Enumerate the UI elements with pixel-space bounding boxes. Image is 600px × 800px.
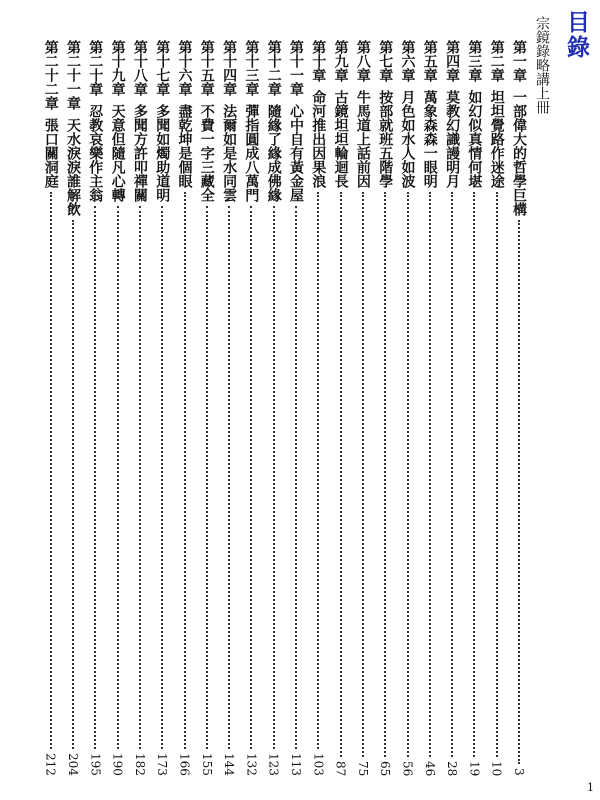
dot-leader [473,192,475,757]
chapter-title: 忍教哀樂作主翁 [87,104,104,202]
toc-entry[interactable] [84,40,106,776]
page-title: 目錄 [563,10,590,60]
page-number: 1 [587,781,594,794]
chapter-page-number: 123 [266,753,281,776]
chapter-number: 第十三章 [243,40,260,96]
chapter-page-number: 56 [400,760,415,776]
toc-entry[interactable] [352,40,374,776]
chapter-number: 第十四章 [221,40,238,96]
chapter-title: 天水淚淚誰解飲 [65,118,81,216]
dot-leader [518,220,520,764]
chapter-page-number: 132 [244,753,259,776]
chapter-title: 張口關洞庭 [42,118,59,188]
chapter-page-number: 103 [311,753,326,776]
chapter-title: 彈指圓成八萬門 [243,104,260,202]
toc-entry[interactable] [129,40,151,776]
chapter-title: 心中自有黃金屋 [288,104,304,202]
toc-entry[interactable] [419,40,441,776]
chapter-number: 第六章 [399,40,416,82]
chapter-title: 天意但隨凡心轉 [109,104,126,202]
chapter-number: 第二章 [488,40,505,82]
chapter-title: 按部就班五階學 [377,90,394,188]
chapter-page-number: 190 [110,753,125,776]
dot-leader [295,206,297,749]
chapter-page-number: 182 [132,753,147,776]
chapter-title: 坦坦覺路作迷途 [488,90,505,188]
dot-leader [94,206,96,749]
chapter-page-number: 65 [378,760,393,776]
chapter-number: 第一章 [511,40,527,82]
chapter-title: 古鏡坦坦輪迴長 [332,90,349,188]
dot-leader [496,192,498,757]
toc-entry[interactable] [174,40,196,776]
chapter-page-number: 75 [355,760,370,776]
chapter-number: 第二十章 [87,40,104,96]
chapter-page-number: 173 [155,753,170,776]
chapter-title: 月色如水人如波 [399,90,416,188]
toc-entry[interactable] [508,40,530,776]
toc-entry[interactable] [441,40,463,776]
toc-entry[interactable] [330,40,352,776]
chapter-title: 命河推出因果浪 [310,90,327,188]
chapter-page-number: 46 [422,760,437,776]
dot-leader [407,192,409,757]
chapter-title: 隨緣了緣成佛緣 [265,104,282,202]
chapter-page-number: 10 [489,760,504,776]
dot-leader [429,192,431,757]
chapter-title: 一部偉大的哲學巨構 [511,90,527,216]
dot-leader [317,192,319,749]
chapter-title: 盡乾坤是個眼 [176,104,193,188]
chapter-title: 法爾如是水同雲 [221,104,238,202]
chapter-number: 第十一章 [288,40,304,96]
toc-entry[interactable] [40,40,62,776]
dot-leader [384,192,386,757]
chapter-number: 第十六章 [176,40,193,96]
book-subtitle: 宗鏡錄略講上冊 [534,16,550,114]
chapter-number: 第十章 [310,40,327,82]
toc-entry[interactable] [397,40,419,776]
dot-leader [139,206,141,749]
chapter-number: 第十二章 [265,40,282,96]
dot-leader [451,192,453,757]
toc-entry[interactable] [62,40,84,776]
toc-entry[interactable] [240,40,262,776]
chapter-number: 第十八章 [131,40,148,96]
chapter-title: 多聞方許叩禪關 [131,104,148,202]
toc-entry[interactable] [151,40,173,776]
chapter-page-number: 113 [289,753,303,776]
toc-entry[interactable] [307,40,329,776]
dot-leader [117,206,119,749]
chapter-page-number: 144 [222,753,237,776]
dot-leader [340,192,342,757]
dot-leader [206,206,208,749]
chapter-number: 第二十二章 [42,40,59,110]
chapter-title: 萬象森森一眼明 [421,90,438,188]
dot-leader [50,192,52,749]
toc-entry[interactable] [218,40,240,776]
dot-leader [161,206,163,749]
chapter-number: 第八章 [354,40,371,82]
dot-leader [250,206,252,749]
chapter-title: 不費一字三藏全 [198,104,215,202]
toc-entry[interactable] [285,40,307,776]
chapter-page-number: 195 [88,753,103,776]
chapter-number: 第四章 [444,40,461,82]
dot-leader [228,206,230,749]
chapter-page-number: 166 [177,753,192,776]
chapter-title: 如幻似真情何堪 [466,90,483,188]
dot-leader [362,192,364,757]
chapter-title: 牛馬道上話前因 [354,90,371,188]
chapter-page-number: 28 [445,760,460,776]
dot-leader [273,206,275,749]
chapter-page-number: 19 [467,760,482,776]
chapter-number: 第二十一章 [65,40,81,110]
chapter-page-number: 204 [66,753,80,776]
toc-entry[interactable] [486,40,508,776]
chapter-number: 第九章 [332,40,349,82]
chapter-title: 莫教幻識謾明月 [444,90,461,188]
toc-entry[interactable] [263,40,285,776]
chapter-page-number: 212 [43,753,58,776]
chapter-number: 第十五章 [198,40,215,96]
toc-entry[interactable] [107,40,129,776]
toc-entry[interactable] [374,40,396,776]
toc-entry[interactable] [196,40,218,776]
chapter-number: 第五章 [421,40,438,82]
chapter-title: 多聞如燭助道明 [154,104,171,202]
chapter-page-number: 3 [512,768,526,776]
dot-leader [72,220,74,749]
chapter-page-number: 155 [199,753,214,776]
chapter-number: 第十七章 [154,40,171,96]
toc-entry[interactable] [463,40,485,776]
chapter-number: 第七章 [377,40,394,82]
chapter-number: 第十九章 [109,40,126,96]
dot-leader [184,192,186,749]
chapter-page-number: 87 [333,760,348,776]
chapter-number: 第三章 [466,40,483,82]
